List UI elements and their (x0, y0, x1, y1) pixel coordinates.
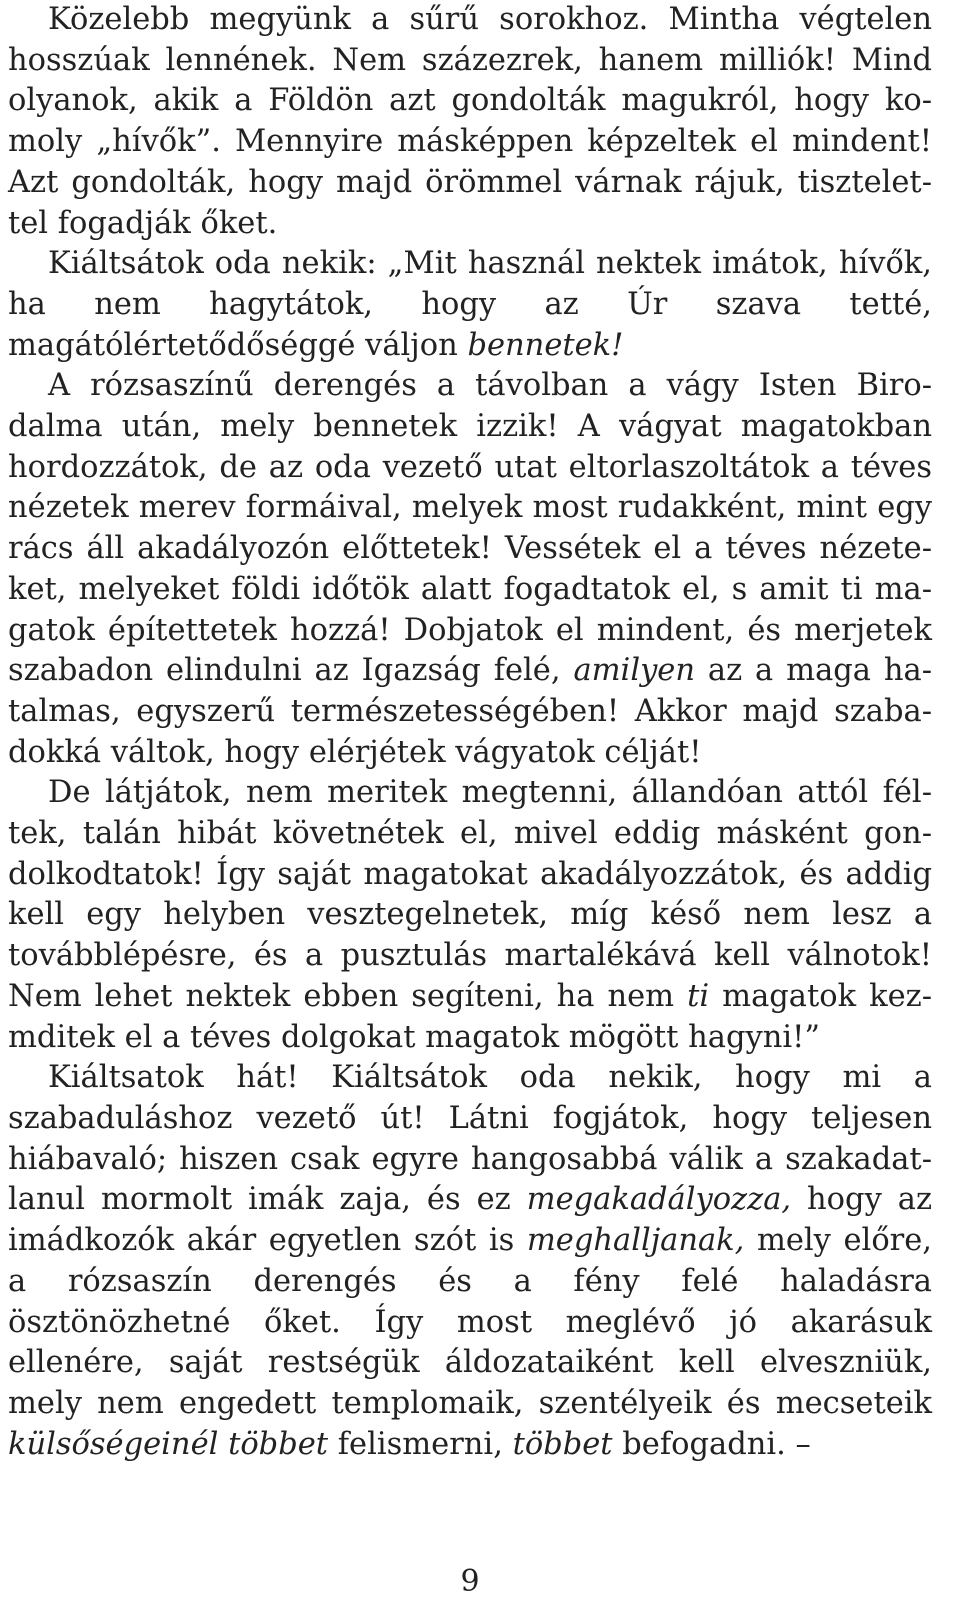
paragraph-5 (8, 1058, 932, 1465)
paragraph-4 (8, 773, 932, 1058)
paragraph-text: felismerni, (328, 1426, 513, 1462)
emphasis-text: ti (687, 978, 710, 1014)
paragraph-text: az a maga hatalmas, egyszerű természetességében! Akkor majd szabadokká váltok, hogy elérjétek vágyatok célját! (8, 653, 932, 770)
paragraph-text: Kiáltsátok oda nekik: „Mit használ nektek imátok, hívők, ha nem hagytátok, hogy az Úr szava tetté, magátólértetődőséggé váljon (8, 246, 932, 363)
paragraph-1 (8, 0, 932, 244)
emphasis-text: megakadályozza, (526, 1182, 792, 1218)
paragraph-text: Közelebb megyünk a sűrű sorokhoz. Mintha végtelen hosszúak lennének. Nem százezrek, hanem milliók! Mind olyanok, akik a Földön azt gondolták magukról, hogy komoly „hívők”. Mennyire másképpen képzeltek el mindent! Azt gondolták, hogy majd örömmel várnak rájuk, tisztelettel fogadják őket. (8, 2, 932, 241)
emphasis-text: meghalljanak, (526, 1223, 745, 1259)
paragraph-text: A rózsaszínű derengés a távolban a vágy Isten Birodalma után, mely bennetek izzik! A vágyat magatokban hordozzátok, de az oda vezető utat eltorlaszoltátok a téves nézetek merev formáival, melyek most rudakként, mint egy rács áll akadályozón előttetek! Vessétek el a téves nézeteket, melyeket földi időtök alatt fogadtatok el, s amit ti magatok építettetek hozzá! Dobjatok el mindent, és merjetek szabadon elindulni az Igazság felé, (8, 368, 932, 689)
paragraph-text: hogy az imádkozók akár egyetlen szót is (8, 1182, 933, 1259)
emphasis-text: külsőségeinél többet (8, 1426, 329, 1462)
paragraph-text: Kiáltsatok hát! Kiáltsátok oda nekik, hogy mi a szabaduláshoz vezető út! Látni fogjátok, hogy teljesen hiábavaló; hiszen csak egyre hangosabbá válik a szakadatlanul mormolt imák zaja, és ez (8, 1060, 932, 1218)
page-number: 9 (460, 1564, 480, 1599)
paragraph-2 (8, 244, 932, 366)
page-text (8, 0, 932, 1465)
paragraph-text: befogadni. – (612, 1426, 811, 1462)
emphasis-text: többet (512, 1426, 613, 1462)
paragraph-text: magatok kezmditek el a téves dolgokat magatok mögött hagyni!” (8, 978, 933, 1055)
paragraph-3 (8, 366, 932, 773)
emphasis-text: bennetek! (467, 327, 624, 363)
paragraph-text: De látjátok, nem meritek megtenni, állandóan attól féltek, talán hibát követnétek el, mivel eddig másként gondolkodtatok! Így saját magatokat akadályozzátok, és addig kell egy helyben vesztegelnetek, míg késő nem lesz a továbblépésre, és a pusztulás martalékává kell válnotok! Nem lehet nektek ebben segíteni, ha nem (8, 775, 932, 1014)
paragraph-text: mely előre, a rózsaszín derengés és a fény felé haladásra ösztönözhetné őket. Így most meglévő jó akarásuk ellenére, saját restségük áldozataiként kell elveszniük, mely nem engedett templomaik, szentélyeik és mecseteik (8, 1223, 933, 1421)
emphasis-text: amilyen (573, 653, 695, 689)
